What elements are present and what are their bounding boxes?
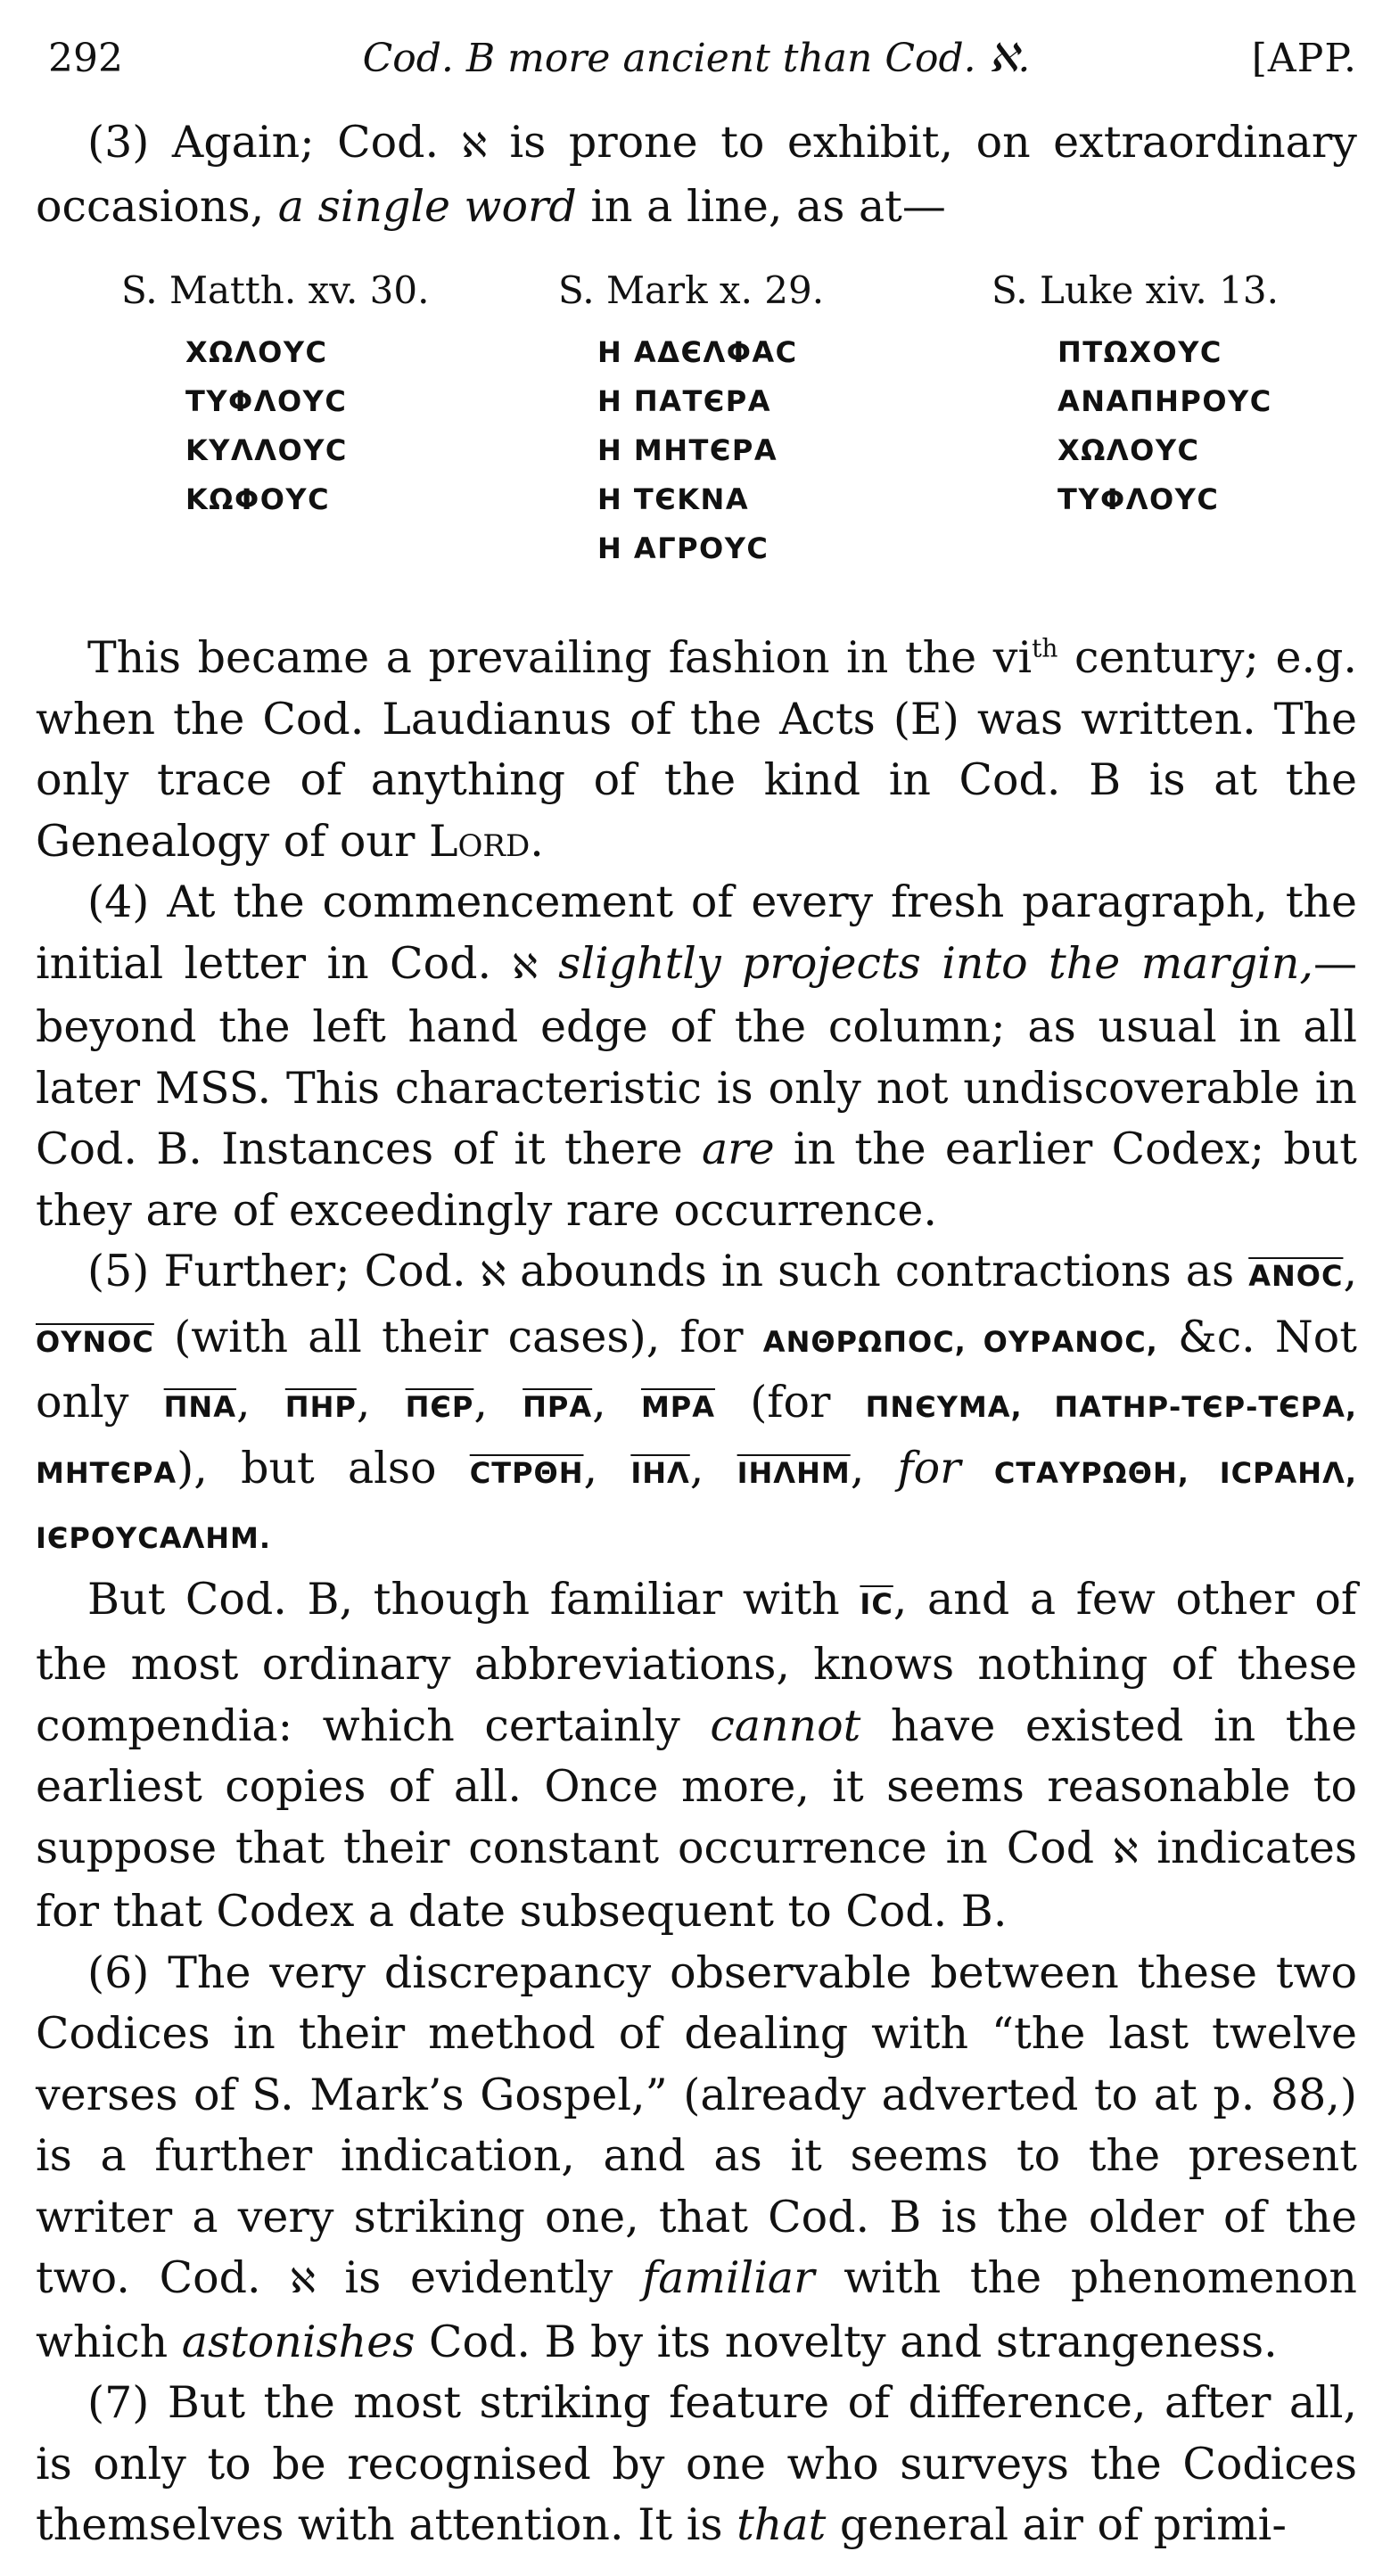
text-run: century; e.g. when the Cod. Laudianus of the Acts (E) was written. The only trace of anything of the kind in Cod. B is at the Genealogy of our [36,632,1357,867]
greek-word: Η ΤЄΚΝΑ [597,482,750,516]
greek-contraction: $\overline{\Pi NA}$ [163,1390,236,1424]
aleph-symbol: ℵ [461,126,487,165]
greek-contraction: ΟΥΝΟϹ [36,1324,154,1359]
italic-run: astonishes [181,2316,416,2367]
word-list [121,328,531,524]
aleph-symbol: ℵ [1113,1831,1139,1871]
greek-contraction: ϹΤΡΘΗ [469,1455,584,1490]
word-list [992,328,1399,524]
column-heading: S. Luke xiv. 13. [992,268,1279,312]
superscript: th [1032,633,1058,663]
text-run: (4) At the commencement of every fresh paragraph, the initial letter in Cod. [36,876,1357,989]
text-run: have existed in the earliest copies of all. Once more, it seems reasonable to suppose that their constant occurrence in Cod [36,1700,1357,1873]
text-run: Cod. B by its novelty and strangeness. [415,2316,1278,2367]
greek-word: ΑΝΑΠΗΡΟΥϹ [1057,384,1272,418]
greek-word: Η ΑΔЄΛΦΑϹ [597,335,798,369]
text-run: (5) Further; Cod. [87,1246,481,1296]
italic-run: for [864,1442,994,1494]
text-run: , [1343,1246,1358,1296]
column-heading: S. Matth. xv. 30. [121,268,430,312]
italic-run: a single word [277,180,577,232]
text-run: — beyond the left hand edge of the column; as usual in all later MSS. This characteristic is only not undiscoverable in Cod. B. Instances of it there [36,937,1357,1174]
column-heading: S. Mark x. 29. [558,268,825,312]
text-run: (for [715,1377,866,1428]
word-list [558,328,968,573]
text-run: ), but also [177,1442,470,1494]
paragraph-7 [36,2373,1357,2556]
text-run: in a line, as at— [576,180,946,232]
paragraph-3 [36,112,1357,237]
column-matthew [121,266,531,524]
paragraph-5-continued [36,1569,1357,1943]
aleph-symbol: ℵ [480,1255,506,1294]
greek-word: ΚΩΦΟΥϹ [185,482,331,516]
greek-word: ΠΤΩΧΟΥϹ [1057,335,1222,369]
aleph-symbol: ℵ [290,2261,316,2300]
running-title: Cod. B more ancient than Cod. ℵ. [362,36,1031,81]
text-run: general air of primi- [826,2499,1287,2550]
greek-word: Η ΜΗΤЄΡΑ [597,433,778,467]
greek-words: ϹΤΑΥΡΩΘΗ, ΙϹΡΑΗΛ, ΙЄΡΟΥϹΑΛΗΜ. [36,1455,1357,1555]
paragraph-4 [36,872,1357,1241]
column-luke [992,266,1399,524]
paragraph-3-continued [36,628,1357,872]
book-page [36,30,1358,2550]
italic-run: are [701,1123,775,1174]
text-run: (3) Again; Cod. [87,117,462,168]
greek-word: ΚΥΛΛΟΥϹ [185,433,348,467]
greek-contraction: ΑΝΟϹ [1248,1259,1344,1293]
column-mark [558,266,968,573]
greek-contraction: $\overline{IϹ}$ [860,1586,893,1621]
text-run: &c. Not only [36,1311,1358,1428]
running-head [36,30,1357,87]
text-run: But Cod. B, though familiar with [87,1573,860,1625]
greek-contraction: $\overline{IH\Lambda}$ [630,1455,690,1490]
paragraph-6 [36,1943,1357,2374]
greek-contraction: ΙΗΛΗΜ [737,1455,851,1490]
text-run: with the phenomenon which [36,2252,1357,2367]
paragraph-5: (5) Further; Cod. ℵ abounds in such contractions as ΑΝΟϹ, ΟΥΝΟϹ (with all their cases), for ΑΝΘΡΩΠΟϹ, ΟΥΡΑΝΟϹ, &c. Not only $\overline{\Pi NA}$, $\overline{\Pi HP}$, ΠЄΡ, $\overline{\Pi PA}$, $\overline{MPA}$ (for ΠΝЄΥΜΑ, ΠΑΤΗΡ-ΤЄΡ-ΤЄΡΑ, ΜΗΤЄΡΑ), but also ϹΤΡΘΗ, $\overline{IH\Lambda}$, ΙΗΛΗΜ, for ϹΤΑΥΡΩΘΗ, ΙϹΡΑΗΛ, ΙЄΡΟΥϹΑΛΗΜ. [36,1246,1358,1555]
text-run: (7) But the most striking feature of difference, after all, is only to be recognised by one who surveys the Codices themselves with attention. It is [36,2377,1357,2550]
text-run: is prone to exhibit, on extraordinary occasions, [36,117,1357,232]
section-marker: [APP. [1251,36,1357,81]
greek-word: ΤΥΦΛΟΥϹ [1057,482,1220,516]
italic-run: cannot [710,1700,861,1751]
greek-word: ΧΩΛΟΥϹ [1057,433,1200,467]
text-run: This became a prevailing fashion in the vi [87,632,1033,683]
text-run: (6) The very discrepancy observable between these two Codices in their method of dealing with “the last twelve verses of S. Mark’s Gospel,” (already adverted to at p. 88,) is a further indication, and as it seems to the present writer a very striking one, that Cod. B is the older of the two. Cod. [36,1946,1357,2303]
italic-run: slightly projects into the margin, [537,937,1313,989]
example-columns [121,266,1357,605]
greek-word: ΤΥΦΛΟΥϹ [185,384,348,418]
text-run: . [530,815,544,867]
text-run: indicates for that Codex a date subsequent to Cod. B. [36,1822,1357,1937]
greek-word: Η ΑΓΡΟΥϹ [597,531,769,565]
greek-contraction: $\overline{MPA}$ [640,1390,716,1424]
greek-word: Η ΠΑΤЄΡΑ [597,384,771,418]
greek-contraction: ΠЄΡ [405,1390,474,1424]
italic-run: that [737,2499,827,2550]
greek-contraction: $\overline{\Pi HP}$ [284,1390,357,1424]
text-run: , and a few other of the most ordinary abbreviations, knows nothing of these compendia: which certainly [36,1573,1357,1751]
aleph-symbol: ℵ [512,946,538,986]
small-caps-run: Lord [428,815,531,867]
text-run: in the earlier Codex; but they are of exceedingly rare occurrence. [36,1123,1357,1236]
text-run: abounds in such contractions as [506,1246,1249,1296]
italic-run: familiar [642,2252,815,2303]
text-run: is evidently [315,2252,643,2303]
greek-word: ΧΩΛΟΥϹ [185,335,328,369]
text-run: (with all their cases), for [153,1311,763,1362]
greek-words: ΠΝЄΥΜΑ, ΠΑΤΗΡ-ΤЄΡ-ΤЄΡΑ, ΜΗΤЄΡΑ [36,1390,1358,1490]
greek-contraction: $\overline{\Pi PA}$ [523,1390,593,1424]
page-number: 292 [48,36,123,81]
greek-words: ΑΝΘΡΩΠΟϹ, ΟΥΡΑΝΟϹ, [762,1324,1158,1359]
